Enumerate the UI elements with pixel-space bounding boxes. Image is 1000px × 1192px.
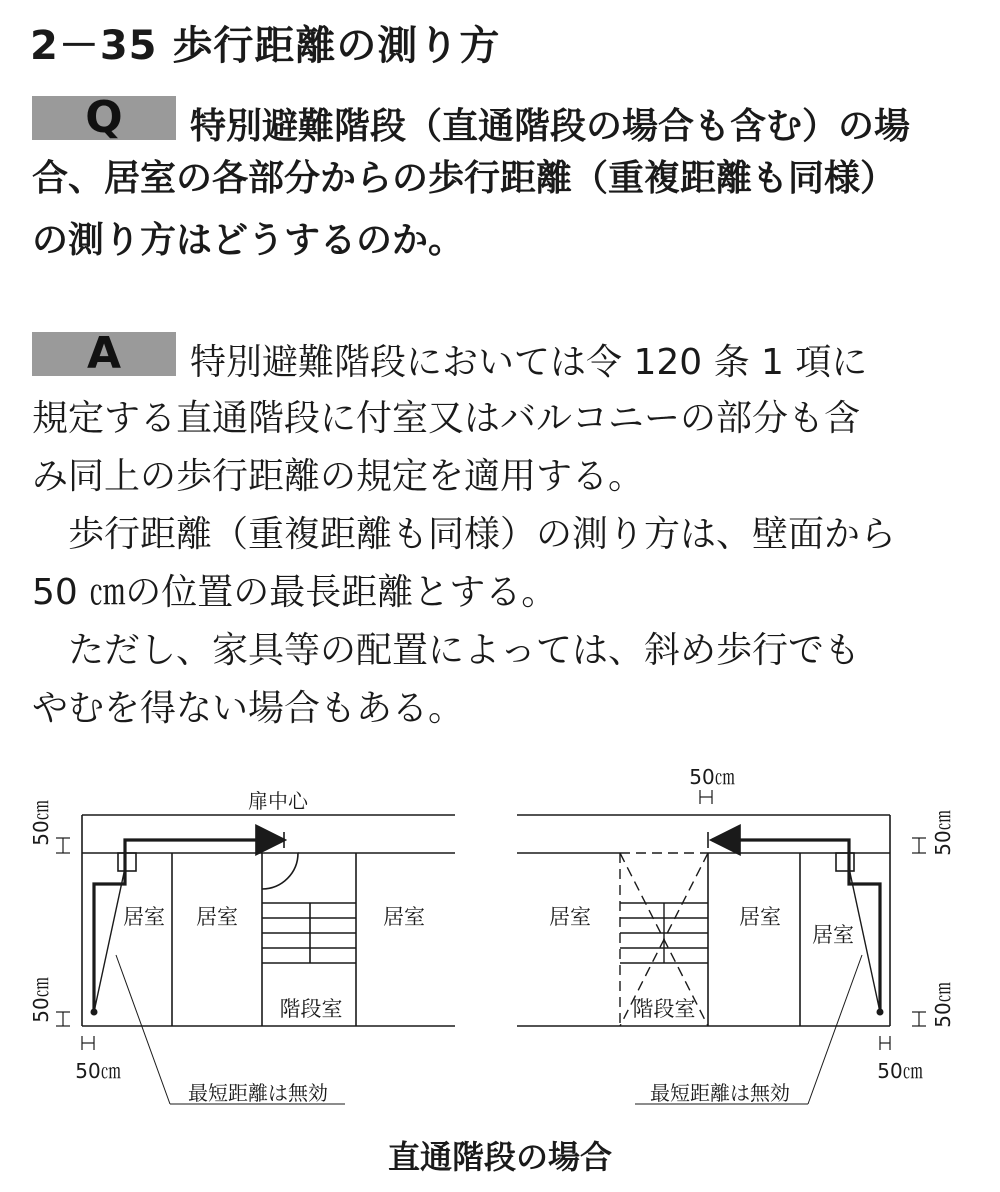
question-line-2: 合、居室の各部分からの歩行距離（重複距離も同様）	[32, 158, 897, 199]
answer-line-2: 規定する直通階段に付室又はバルコニーの部分も含	[32, 398, 861, 439]
right-column	[836, 853, 854, 871]
left-dim-bottom: 50㎝	[75, 1059, 121, 1083]
question-label-box	[32, 92, 176, 143]
answer-line-7: やむを得ない場合もある。	[32, 688, 465, 729]
left-dim-bottom-side: 50㎝	[29, 977, 53, 1023]
answer-label: A	[86, 328, 122, 379]
right-room-2-label: 居室	[739, 905, 781, 929]
right-dim-side-top: 50㎝	[931, 810, 955, 856]
right-note: 最短距離は無効	[650, 1081, 790, 1105]
right-dim-side-bottom: 50㎝	[931, 982, 955, 1028]
page-title: 2－35 歩行距離の測り方	[30, 23, 501, 69]
left-note: 最短距離は無効	[188, 1081, 328, 1105]
figure-caption: 直通階段の場合	[387, 1138, 612, 1176]
stair-distance-diagram	[0, 760, 1000, 1130]
left-door-swing	[262, 853, 298, 889]
left-room-3-label: 居室	[383, 905, 425, 929]
question-line-1: 特別避難階段（直通階段の場合も含む）の場	[190, 106, 911, 147]
right-room-1-label: 居室	[549, 905, 591, 929]
right-dim-bottom: 50㎝	[877, 1059, 923, 1083]
left-door-center-label: 扉中心	[248, 789, 308, 813]
question-label: Q	[85, 92, 123, 143]
answer-label-box	[32, 328, 176, 379]
answer-line-3: み同上の歩行距離の規定を適用する。	[32, 456, 645, 497]
left-stair-room-label: 階段室	[279, 997, 343, 1021]
right-dim-top: 50㎝	[689, 765, 735, 789]
left-room-2-label: 居室	[196, 905, 238, 929]
left-dim-top: 50㎝	[29, 800, 53, 846]
right-stair-room-label: 階段室	[632, 997, 696, 1021]
left-shortest-line	[94, 868, 125, 1012]
right-room-3-label: 居室	[812, 923, 854, 947]
left-column	[118, 853, 136, 871]
answer-line-6: ただし、家具等の配置によっては、斜め歩行でも	[32, 630, 861, 671]
answer-line-5: 50 ㎝の位置の最長距離とする。	[32, 572, 558, 613]
answer-line-1: 特別避難階段においては令 120 条 1 項に	[190, 342, 868, 383]
question-line-3: の測り方はどうするのか。	[32, 220, 465, 261]
left-room-1-label: 居室	[123, 905, 165, 929]
answer-line-4: 歩行距離（重複距離も同様）の測り方は、壁面から	[32, 514, 897, 555]
